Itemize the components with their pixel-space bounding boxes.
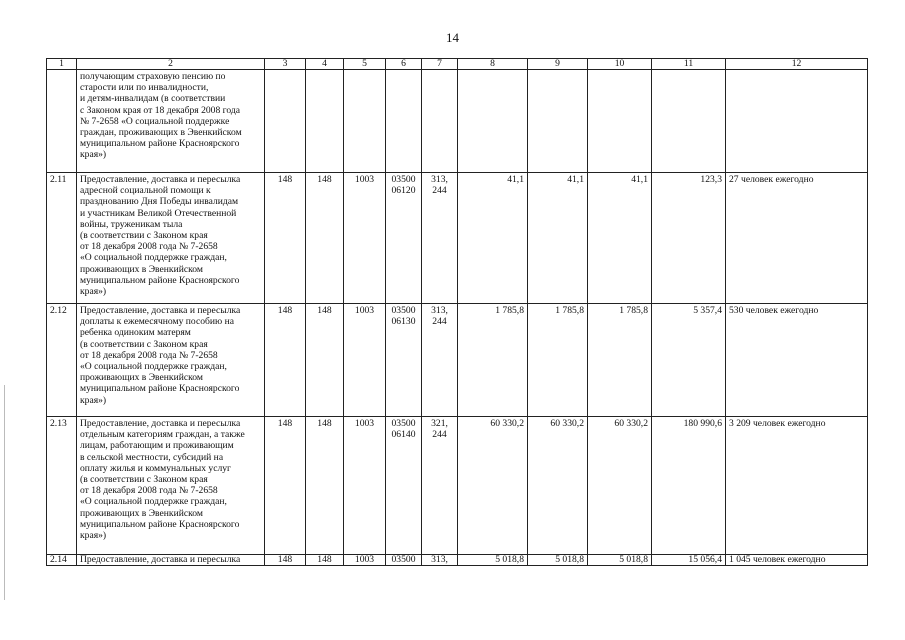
description-line: и участникам Великой Отечественной — [80, 207, 237, 219]
cell-line: 03500 — [391, 554, 416, 565]
cell-col9: 1 785,8 — [528, 304, 588, 417]
description-line: лицам, работающим и проживающим — [80, 440, 234, 452]
cell-col9 — [528, 70, 588, 173]
description-line: края») — [80, 530, 107, 542]
cell-line: 03500 — [391, 305, 416, 316]
description-line: от 18 декабря 2008 года № 7-2658 — [80, 485, 218, 497]
cell-col3: 148 — [265, 417, 306, 555]
cell-col6 — [386, 173, 422, 304]
cell-col8: 41,1 — [458, 173, 528, 304]
description-line: муниципальном районе Красноярского — [80, 518, 240, 530]
description-line: адресной социальной помощи к — [80, 185, 211, 197]
row-description — [77, 70, 265, 173]
description-line: муниципальном районе Красноярского — [80, 383, 240, 395]
column-header: 11 — [652, 59, 726, 70]
cell-col4: 148 — [306, 417, 344, 555]
table-row — [47, 173, 868, 304]
row-number: 2.13 — [47, 417, 77, 555]
cell-col3: 148 — [265, 304, 306, 417]
cell-col11 — [652, 70, 726, 173]
cell-line: 06120 — [391, 185, 416, 197]
description-line: получающим страховую пенсию по — [80, 71, 226, 82]
column-header: 9 — [528, 59, 588, 70]
column-header: 8 — [458, 59, 528, 70]
cell-col11: 5 357,4 — [652, 304, 726, 417]
description-line: (в соответствии с Законом края — [80, 230, 208, 242]
cell-col7 — [422, 304, 458, 417]
description-line: Предоставление, доставка и пересылка — [80, 174, 241, 185]
cell-col3: 148 — [265, 555, 306, 566]
description-line: Предоставление, доставка и пересылка — [80, 305, 241, 316]
cell-col5: 1003 — [344, 173, 386, 304]
cell-col10: 1 785,8 — [588, 304, 652, 417]
cell-line: 313, — [431, 305, 448, 316]
description-line: проживающих в Эвенкийском — [80, 507, 203, 519]
description-line: празднованию Дня Победы инвалидам — [80, 196, 239, 208]
budget-table — [46, 58, 868, 566]
column-header: 12 — [726, 59, 868, 70]
row-description — [77, 417, 265, 555]
description-line: отдельным категориям граждан, а также — [80, 429, 245, 441]
table-row — [47, 70, 868, 173]
cell-line: 244 — [432, 429, 447, 441]
description-line: Предоставление, доставка и пересылка — [80, 418, 241, 429]
cell-col7 — [422, 417, 458, 555]
cell-col5: 1003 — [344, 417, 386, 555]
description-line: «О социальной поддержке граждан, — [80, 252, 227, 264]
cell-col10: 60 330,2 — [588, 417, 652, 555]
cell-line: 244 — [432, 316, 447, 328]
column-header: 3 — [265, 59, 306, 70]
cell-col7 — [422, 70, 458, 173]
table-row — [47, 417, 868, 555]
cell-col5 — [344, 70, 386, 173]
row-description — [77, 555, 265, 566]
description-line: в сельской местности, субсидий на — [80, 451, 224, 463]
cell-col6 — [386, 417, 422, 555]
cell-col4: 148 — [306, 173, 344, 304]
row-number: 2.12 — [47, 304, 77, 417]
description-line: проживающих в Эвенкийском — [80, 372, 203, 384]
cell-line: 321, — [431, 418, 448, 429]
description-line: края») — [80, 149, 107, 161]
cell-col6 — [386, 555, 422, 566]
description-line: доплаты к ежемесячному пособию на — [80, 316, 235, 328]
cell-col3: 148 — [265, 173, 306, 304]
description-line: № 7-2658 «О социальной поддержке — [80, 115, 230, 127]
description-line: «О социальной поддержке граждан, — [80, 496, 227, 508]
cell-col9: 41,1 — [528, 173, 588, 304]
column-header: 6 — [386, 59, 422, 70]
description-line: старости или по инвалидности, — [80, 82, 209, 94]
cell-col5: 1003 — [344, 304, 386, 417]
column-header-row — [47, 59, 868, 70]
cell-col10: 41,1 — [588, 173, 652, 304]
description-line: от 18 декабря 2008 года № 7-2658 — [80, 241, 218, 253]
table-row — [47, 304, 868, 417]
cell-col4: 148 — [306, 555, 344, 566]
cell-line: 244 — [432, 185, 447, 197]
cell-col11: 123,3 — [652, 173, 726, 304]
cell-line: 313, — [431, 554, 448, 565]
description-line: (в соответствии с Законом края — [80, 338, 208, 350]
column-header: 4 — [306, 59, 344, 70]
cell-col12: 3 209 человек ежегодно — [726, 417, 868, 555]
description-line: граждан, проживающих в Эвенкийском — [80, 127, 242, 139]
cell-col11: 15 056,4 — [652, 555, 726, 566]
cell-col12 — [726, 70, 868, 173]
description-line: «О социальной поддержке граждан, — [80, 361, 227, 373]
description-line: войны, труженикам тыла — [80, 218, 183, 230]
row-description — [77, 173, 265, 304]
row-number — [47, 70, 77, 173]
cell-col7 — [422, 555, 458, 566]
row-number: 2.11 — [47, 173, 77, 304]
description-line: (в соответствии с Законом края — [80, 474, 208, 486]
description-line: проживающих в Эвенкийском — [80, 263, 203, 275]
cell-col4 — [306, 70, 344, 173]
cell-line: 06140 — [391, 429, 416, 441]
cell-col8 — [458, 70, 528, 173]
table-row — [47, 555, 868, 566]
cell-line: 313, — [431, 174, 448, 185]
description-line: с Законом края от 18 декабря 2008 года — [80, 104, 241, 116]
cell-col8: 1 785,8 — [458, 304, 528, 417]
cell-col12: 1 045 человек ежегодно — [726, 555, 868, 566]
description-line: от 18 декабря 2008 года № 7-2658 — [80, 349, 218, 361]
description-line: ребенка одиноким матерям — [80, 327, 191, 339]
description-line: и детям-инвалидам (в соответствии — [80, 93, 226, 105]
cell-col10: 5 018,8 — [588, 555, 652, 566]
cell-col8: 60 330,2 — [458, 417, 528, 555]
description-line: Предоставление, доставка и пересылка — [80, 554, 241, 565]
scan-edge-mark — [4, 385, 5, 600]
cell-col7 — [422, 173, 458, 304]
cell-col9: 60 330,2 — [528, 417, 588, 555]
description-line: края») — [80, 286, 107, 298]
description-line: оплату жилья и коммунальных услуг — [80, 462, 231, 474]
cell-col6 — [386, 70, 422, 173]
cell-col11: 180 990,6 — [652, 417, 726, 555]
description-line: муниципальном районе Красноярского — [80, 138, 240, 150]
cell-col5: 1003 — [344, 555, 386, 566]
page-number: 14 — [446, 30, 459, 45]
cell-col12: 27 человек ежегодно — [726, 173, 868, 304]
cell-col12: 530 человек ежегодно — [726, 304, 868, 417]
column-header: 2 — [77, 59, 265, 70]
row-description — [77, 304, 265, 417]
cell-col8: 5 018,8 — [458, 555, 528, 566]
column-header: 10 — [588, 59, 652, 70]
column-header: 1 — [47, 59, 77, 70]
description-line: края») — [80, 394, 107, 406]
column-header: 5 — [344, 59, 386, 70]
cell-col10 — [588, 70, 652, 173]
cell-line: 03500 — [391, 174, 416, 185]
row-number: 2.14 — [47, 555, 77, 566]
cell-col3 — [265, 70, 306, 173]
cell-col9: 5 018,8 — [528, 555, 588, 566]
description-line: муниципальном районе Красноярского — [80, 274, 240, 286]
cell-col6 — [386, 304, 422, 417]
cell-line: 03500 — [391, 418, 416, 429]
cell-line: 06130 — [391, 316, 416, 328]
cell-col4: 148 — [306, 304, 344, 417]
column-header: 7 — [422, 59, 458, 70]
